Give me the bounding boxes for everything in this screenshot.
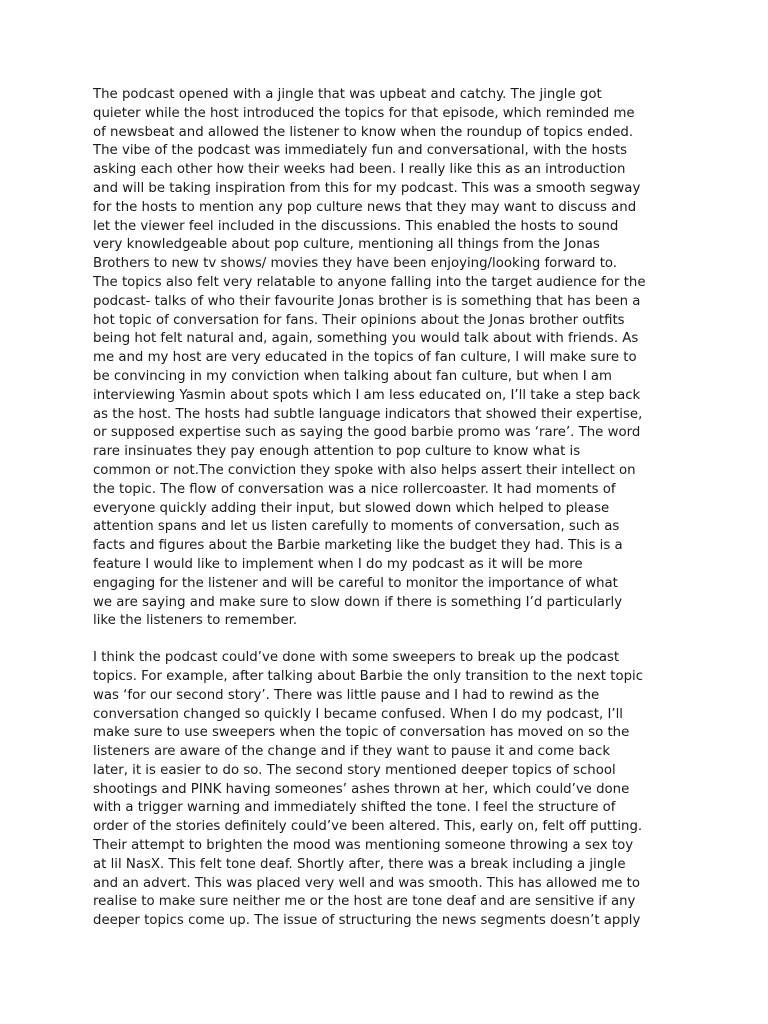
text-line: the topic. The flow of conversation was a nice rollercoaster. It had moments of — [93, 481, 616, 497]
text-line: feature I would like to implement when I do my podcast as it will be more — [93, 556, 583, 572]
text-line: The podcast opened with a jingle that was upbeat and catchy. The jingle got — [93, 87, 602, 102]
text-line: was ‘for our second story’. There was little pause and I had to rewind as the — [93, 687, 600, 703]
text-line: or supposed expertise such as saying the good barbie promo was ‘rare’. The word — [93, 425, 641, 441]
text-line: quieter while the host introduced the topics for that episode, which reminded me — [93, 105, 635, 121]
text-line: common or not.The conviction they spoke with also helps assert their intellect on — [93, 462, 636, 478]
text-line: and will be taking inspiration from this for my podcast. This was a smooth segway — [93, 180, 641, 196]
document-body — [93, 86, 683, 931]
text-line: let the viewer feel included in the discussions. This enabled the hosts to sound — [93, 218, 619, 234]
text-line: rare insinuates they pay enough attention to pop culture to know what is — [93, 444, 581, 460]
text-line: at lil NasX. This felt tone deaf. Shortly after, there was a break including a jingle — [93, 856, 626, 872]
text-line: very knowledgeable about pop culture, mentioning all things from the Jonas — [93, 237, 600, 253]
text-line: be convincing in my conviction when talking about fan culture, but when I am — [93, 368, 612, 384]
text-line: as the host. The hosts had subtle language indicators that showed their expertise, — [93, 406, 643, 422]
text-line: for the hosts to mention any pop culture news that they may want to discuss and — [93, 199, 637, 215]
text-line: hot topic of conversation for fans. Their opinions about the Jonas brother outfits — [93, 312, 625, 328]
text-line: listeners are aware of the change and if they want to pause it and come back — [93, 744, 611, 760]
text-line: me and my host are very educated in the topics of fan culture, I will make sure to — [93, 350, 637, 366]
paragraph-podcast-opening — [93, 86, 683, 631]
paragraph-sweepers-critique — [93, 649, 683, 931]
text-line: facts and figures about the Barbie marketing like the budget they had. This is a — [93, 538, 623, 554]
text-line: we are saying and make sure to slow down if there is something I’d particularly — [93, 594, 623, 610]
text-line: like the listeners to remember. — [93, 613, 298, 629]
text-line: engaging for the listener and will be careful to monitor the importance of what — [93, 575, 618, 591]
text-line: Brothers to new tv shows/ movies they have been enjoying/looking forward to. — [93, 256, 618, 272]
text-line: conversation changed so quickly I became confused. When I do my podcast, I’ll — [93, 706, 624, 722]
text-line: make sure to use sweepers when the topic of conversation has moved on so the — [93, 725, 630, 741]
text-line: The topics also felt very relatable to anyone falling into the target audience for the — [93, 274, 646, 290]
text-line: podcast- talks of who their favourite Jonas brother is is something that has been a — [93, 293, 641, 309]
text-line: shootings and PINK having someones’ ashes thrown at her, which could’ve done — [93, 781, 630, 797]
text-line: later, it is easier to do so. The second story mentioned deeper topics of school — [93, 762, 616, 778]
text-line: and an advert. This was placed very well and was smooth. This has allowed me to — [93, 875, 641, 891]
text-line: realise to make sure neither me or the host are tone deaf and are sensitive if any — [93, 894, 636, 910]
text-line: interviewing Yasmin about spots which I am less educated on, I’ll take a step back — [93, 387, 641, 403]
text-line: I think the podcast could’ve done with some sweepers to break up the podcast — [93, 650, 620, 666]
text-line: of newsbeat and allowed the listener to know when the roundup of topics ended. — [93, 124, 634, 140]
text-line: order of the stories definitely could’ve been altered. This, early on, felt off putting. — [93, 819, 643, 835]
text-line: everyone quickly adding their input, but slowed down which helped to please — [93, 500, 610, 516]
text-line: being hot felt natural and, again, something you would talk about with friends. As — [93, 331, 639, 347]
text-line: deeper topics come up. The issue of structuring the news segments doesn’t apply — [93, 913, 641, 929]
text-line: topics. For example, after talking about Barbie the only transition to the next topic — [93, 668, 644, 684]
text-line: attention spans and let us listen carefully to moments of conversation, such as — [93, 519, 620, 535]
text-line: Their attempt to brighten the mood was mentioning someone throwing a sex toy — [93, 838, 634, 854]
text-line: with a trigger warning and immediately shifted the tone. I feel the structure of — [93, 800, 616, 816]
text-line: The vibe of the podcast was immediately fun and conversational, with the hosts — [93, 143, 628, 159]
text-line: asking each other how their weeks had been. I really like this as an introduction — [93, 162, 626, 178]
